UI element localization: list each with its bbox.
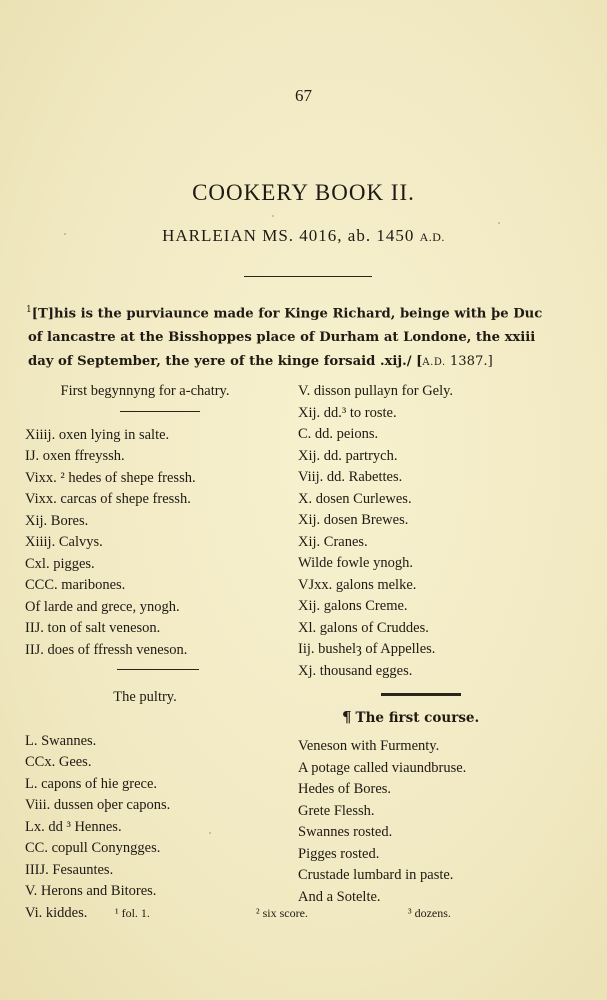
list-item: Xij. galons Creme. xyxy=(298,598,408,614)
page-number: 67 xyxy=(295,86,312,105)
paper-speck xyxy=(209,832,211,834)
first-course-heading: ¶ The first course. xyxy=(342,708,480,726)
list-item: Xl. galons of Cruddes. xyxy=(298,619,429,636)
list-item: L. Swannes. xyxy=(25,732,97,749)
intro-paragraph xyxy=(26,298,586,375)
list-item: Veneson with Furmenty. xyxy=(298,738,440,754)
list-item: Iij. bushelȝ of Appelles. xyxy=(298,641,436,657)
list-item: Lx. dd ³ Hennes. xyxy=(25,818,122,835)
subtitle-main: HARLEIAN MS. 4016, ab. 1450 xyxy=(162,226,415,245)
list-item: Crustade lumbard in paste. xyxy=(298,867,454,883)
list-item: Xij. Cranes. xyxy=(298,533,368,550)
list-item: IIJ. does of ffressh veneson. xyxy=(25,641,188,658)
intro-line-1: $^1$[T]his is the purviaunce made for Kinge Richard, beinge with þe Duc xyxy=(26,305,543,322)
list-item: C. dd. peions. xyxy=(298,426,379,442)
list-item: Vi. kiddes. xyxy=(25,904,88,921)
paper-speck xyxy=(64,233,66,235)
list-item: Xij. Bores. xyxy=(25,512,89,529)
list-item: And a Sotelte. xyxy=(298,888,381,905)
list-item: Of larde and grece, ynogh. xyxy=(25,598,180,615)
poultry-rule xyxy=(117,669,199,670)
paper-speck xyxy=(272,215,274,217)
list-item: Vixx. ² hedes of shepe fressh. xyxy=(25,469,196,486)
list-item: Pigges rosted. xyxy=(298,845,380,862)
first-course-list xyxy=(298,736,578,908)
list-item: X. dosen Curlewes. xyxy=(298,490,412,507)
list-item: V. disson pullayn for Gely. xyxy=(298,383,454,399)
intro-line-3: day of September, the yere of the kinge forsaid .xij./ [A.D. 1387.] xyxy=(28,354,493,370)
subtitle-era: A.D. xyxy=(419,230,445,244)
list-item: V. Herons and Bitores. xyxy=(25,883,157,899)
list-item: Viii. dussen oþer capons. xyxy=(25,797,171,813)
list-item: Xij. dosen Brewes. xyxy=(298,512,409,528)
list-item: IIJ. ton of salt veneson. xyxy=(25,620,161,636)
list-item: L. capons of hie grece. xyxy=(25,775,158,792)
poultry-heading: The pultry. xyxy=(113,689,177,705)
intro-line-2: of lancastre at the Bisshoppes place of Durham at Londone, the xxiii xyxy=(28,330,536,346)
title-divider xyxy=(244,276,372,277)
list-item: Wilde fowle ynogh. xyxy=(298,555,413,571)
pilcrow-icon: ¶ xyxy=(342,708,352,726)
course-divider-thick xyxy=(381,693,461,696)
list-item: Swannes rosted. xyxy=(298,824,393,840)
footnote-1: ¹ fol. 1. xyxy=(115,906,150,920)
list-item: Xij. dd.³ to roste. xyxy=(298,404,397,421)
list-item: Hedes of Bores. xyxy=(298,781,392,797)
paper-speck xyxy=(498,222,500,224)
footnote-3: ³ dozens. xyxy=(408,906,451,920)
list-item: Xij. dd. partrych. xyxy=(298,447,398,464)
manuscript-subtitle xyxy=(0,226,607,246)
intro-note-mark: 1 xyxy=(26,305,32,315)
left-column xyxy=(25,381,265,924)
list-item: Xiiij. oxen lying in salte. xyxy=(25,426,170,443)
list-item: VJxx. galons melke. xyxy=(298,576,417,593)
list-item: IIIJ. Fesauntes. xyxy=(25,861,114,878)
left-heading: First begynnyng for a-chatry. xyxy=(60,383,230,399)
page-title: COOKERY BOOK II. xyxy=(192,180,415,205)
list-item: Grete Flessh. xyxy=(298,802,375,819)
list-item: A potage called viaundbruse. xyxy=(298,759,467,776)
list-item: Xj. thousand egges. xyxy=(298,662,413,679)
list-item: Viij. dd. Rabettes. xyxy=(298,469,403,485)
list-item: Vixx. carcas of shepe fressh. xyxy=(25,491,191,507)
left-heading-rule xyxy=(120,411,200,412)
list-item: Xiiij. Calvys. xyxy=(25,534,103,550)
list-item: CC. copull Conyngges. xyxy=(25,840,161,856)
list-item: CCC. maribones. xyxy=(25,577,126,593)
footnote-2: ² six score. xyxy=(256,906,308,920)
list-item: Cxl. pigges. xyxy=(25,555,95,572)
list-item: IJ. oxen ffreyssh. xyxy=(25,448,125,464)
list-item: CCx. Gees. xyxy=(25,754,92,770)
right-column xyxy=(298,381,578,682)
